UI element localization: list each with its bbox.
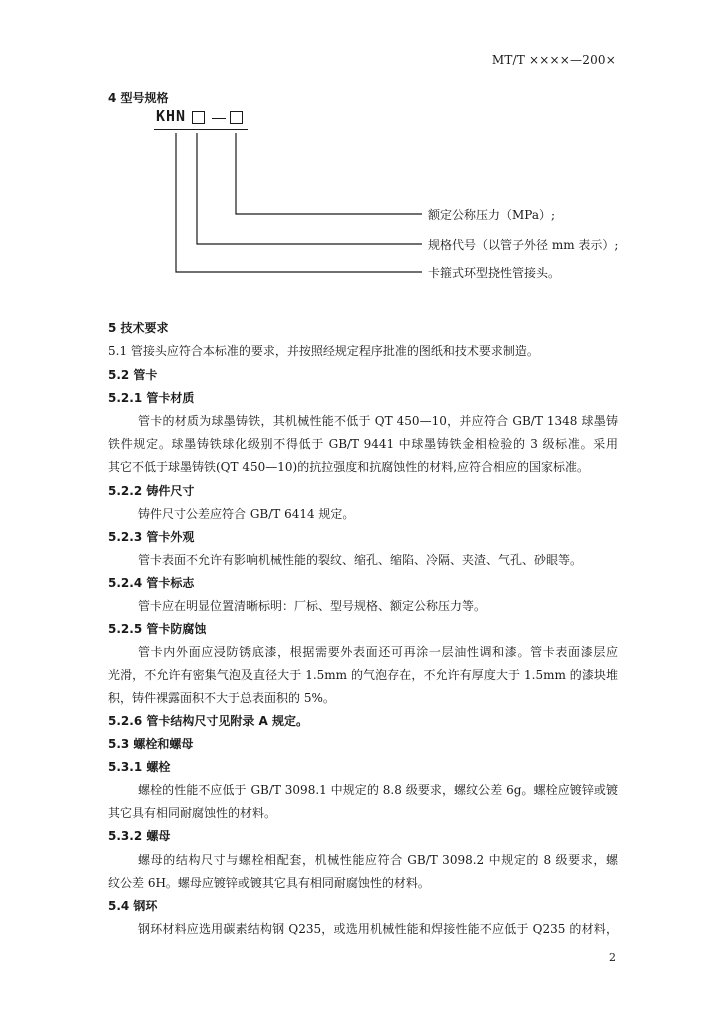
paragraph-line: 铸件尺寸公差应符合 GB/T 6414 规定。 xyxy=(138,507,355,521)
pressure-leader-line xyxy=(236,133,422,214)
paragraph-line: 螺栓的性能不应低于 GB/T 3098.1 中规定的 8.8 级要求，螺纹公差 6g。螺栓应镀锌或镀 xyxy=(138,783,618,797)
paragraph-line: 管卡表面不允许有影响机械性能的裂纹、缩孔、缩陷、冷隔、夹渣、气孔、砂眼等。 xyxy=(138,553,583,567)
clause-5-2-4-heading: 5.2.4 管卡标志 xyxy=(108,576,195,590)
paragraph-line: 管卡的材质为球墨铸铁，其机械性能不低于 QT 450—10，并应符合 GB/T 1348 球墨铸 xyxy=(138,414,618,428)
clause-5-4-heading: 5.4 钢环 xyxy=(108,899,158,913)
paragraph-line: 管卡内外面应浸防锈底漆，根据需要外表面还可再涂一层油性调和漆。管卡表面漆层应 xyxy=(138,645,618,659)
paragraph-line: 光滑，不允许有密集气泡及直径大于 1.5mm 的气泡存在，不允许有厚度大于 1.5mm 的漆块堆 xyxy=(108,668,618,682)
clause-5-2-5-heading: 5.2.5 管卡防腐蚀 xyxy=(108,622,207,636)
clause-5-2-1-heading: 5.2.1 管卡材质 xyxy=(108,391,195,405)
spec-leader-line xyxy=(197,133,422,244)
clause-5-2-heading: 5.2 管卡 xyxy=(108,368,158,382)
clause-5-1: 5.1 管接头应符合本标准的要求，并按照经规定程序批准的图纸和技术要求制造。 xyxy=(108,344,539,358)
pressure-annotation: 额定公称压力（MPa）; xyxy=(428,208,556,222)
product-leader-line xyxy=(176,133,422,272)
clause-5-2-2-heading: 5.2.2 铸件尺寸 xyxy=(108,484,195,498)
spec-annotation: 规格代号（以管子外径 mm 表示）; xyxy=(428,238,619,252)
paragraph-line: 积，铸件裸露面积不大于总表面积的 5%。 xyxy=(108,691,335,705)
paragraph-line: 铁件规定。球墨铸铁球化级别不得低于 GB/T 9441 中球墨铸铁金相检验的 3 级标准。采用 xyxy=(108,437,618,451)
clause-5-2-3-heading: 5.2.3 管卡外观 xyxy=(108,530,195,544)
paragraph-line: 其它具有相同耐腐蚀性的材料。 xyxy=(108,806,277,820)
model-prefix: KHN xyxy=(156,107,187,125)
paragraph-line: 纹公差 6H。螺母应镀锌或镀其它具有相同耐腐蚀性的材料。 xyxy=(108,876,430,890)
clause-5-3-1-heading: 5.3.1 螺栓 xyxy=(108,760,171,774)
paragraph-line: 其它不低于球墨铸铁(QT 450—10)的抗拉强度和抗腐蚀性的材料,应符合相应的国家标准。 xyxy=(108,460,590,474)
section-5-heading: 5 技术要求 xyxy=(108,321,169,335)
model-designation-diagram xyxy=(150,105,620,285)
paragraph-line: 管卡应在明显位置清晰标明：厂标、型号规格、额定公称压力等。 xyxy=(138,599,487,613)
standard-code: MT/T ××××—200× xyxy=(491,53,616,67)
paragraph-line: 钢环材料应选用碳素结构钢 Q235，或选用机械性能和焊接性能不应低于 Q235 的材料， xyxy=(138,922,618,936)
leader-lines xyxy=(150,105,620,285)
page-number: 2 xyxy=(609,951,616,964)
product-annotation: 卡箍式环型挠性管接头。 xyxy=(428,266,561,280)
clause-5-3-2-heading: 5.3.2 螺母 xyxy=(108,829,171,843)
clause-5-3-heading: 5.3 螺栓和螺母 xyxy=(108,737,194,751)
paragraph-line: 螺母的结构尺寸与螺栓相配套，机械性能应符合 GB/T 3098.2 中规定的 8 级要求，螺 xyxy=(138,853,618,867)
section-4-heading: 4 型号规格 xyxy=(108,91,169,105)
clause-5-2-6: 5.2.6 管卡结构尺寸见附录 A 规定。 xyxy=(108,714,308,728)
